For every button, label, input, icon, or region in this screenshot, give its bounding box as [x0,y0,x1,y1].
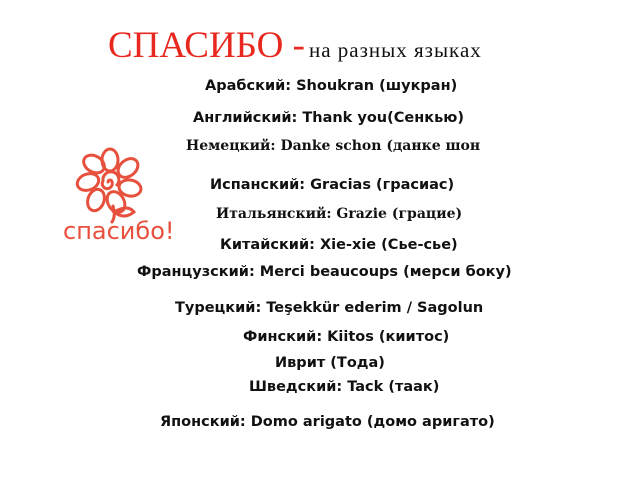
language-chinese: Китайский: Xie-xie (Сье-сье) [220,237,458,253]
language-italian: Итальянский: Grazie (грацие) [216,206,463,222]
language-french: Французский: Merci beaucoups (мерси боку) [137,264,512,280]
language-swedish: Шведский: Tack (таак) [249,379,440,395]
language-english: Английский: Thank you(Сенкью) [193,110,464,126]
logo-text: спасибо! [63,217,175,245]
title-subtitle: на разных языках [308,38,482,62]
language-german: Немецкий: Danke schon (данке шон [186,138,481,154]
language-arabic: Арабский: Shoukran (шукран) [205,78,458,94]
language-turkish: Турецкий: Teşekkür ederim / Sagolun [175,300,484,316]
language-spanish: Испанский: Gracias (грасиас) [210,177,455,193]
language-finnish: Финский: Kiitos (киитос) [243,329,450,345]
language-japanese: Японский: Domo arigato (домо аригато) [160,414,495,430]
page-title [108,24,482,67]
language-hebrew: Иврит (Тода) [275,355,385,371]
title-main: СПАСИБО - [108,25,305,66]
